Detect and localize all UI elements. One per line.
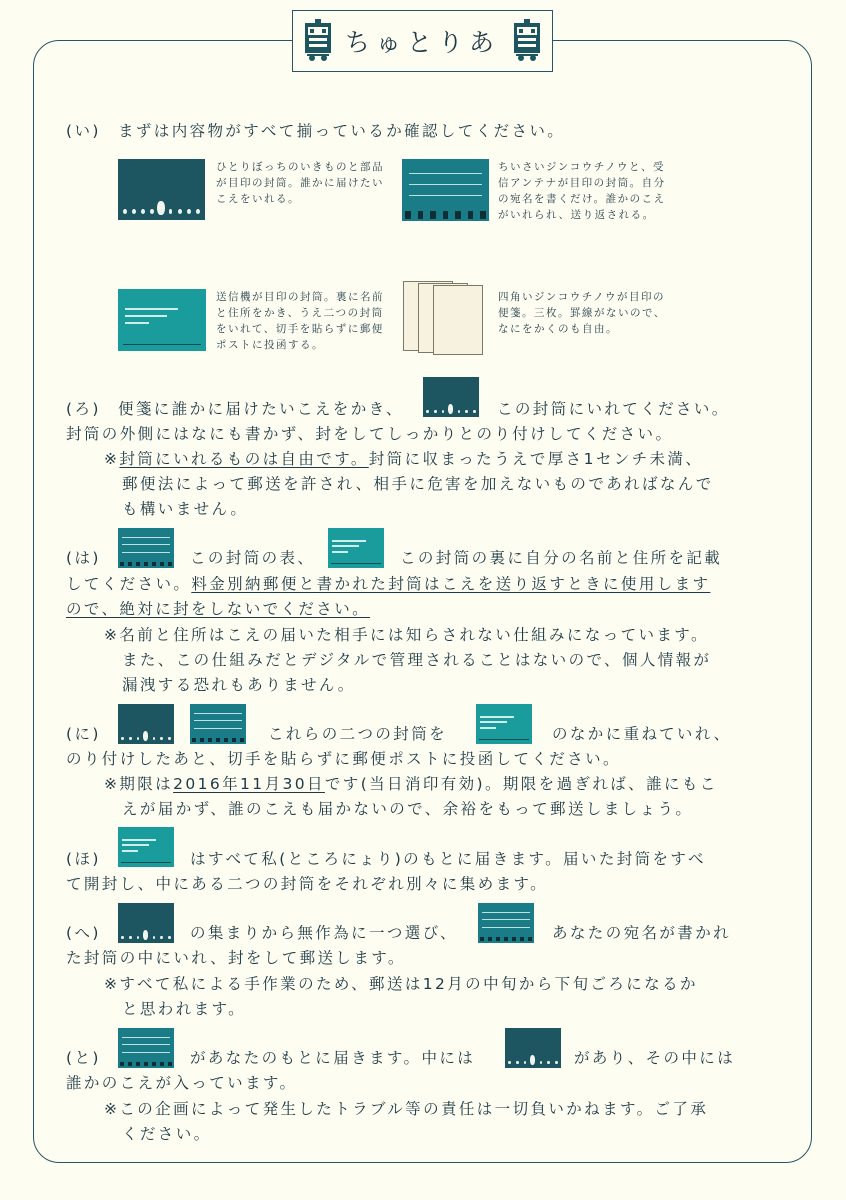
section-ni-marker: (に) xyxy=(66,725,101,743)
section-ha-note-line3: 漏洩する恐れもありません。 xyxy=(122,676,356,694)
envelope-creature-icon xyxy=(118,704,174,744)
robot-icon xyxy=(512,19,542,63)
section-he-line1a: の集まりから無作為に一つ選び、 xyxy=(190,924,458,942)
section-ro-line2: 封筒の外側にはなにも書かず、封をしてしっかりとのり付けしてください。 xyxy=(66,425,674,443)
section-ro-marker: (ろ) xyxy=(66,400,101,418)
robot-icon xyxy=(303,19,333,63)
section-ni-line1b: のなかに重ねていれ、 xyxy=(552,725,732,743)
section-ha-line1b: この封筒の裏に自分の名前と住所を記載 xyxy=(400,549,723,567)
header-title-box xyxy=(292,10,553,72)
section-he-note-line1: ※すべて私による手作業のため、郵送は12月の中旬から下旬ごろになるか xyxy=(104,975,698,993)
envelope-ai-antenna-icon xyxy=(118,528,174,568)
section-ha-marker: (は) xyxy=(66,549,101,567)
envelope-creature-icon xyxy=(118,903,174,943)
envelope-ai-antenna-icon xyxy=(118,1028,174,1068)
item-1-desc: ひとりぼっちのいきものと部品 が目印の封筒。誰かに届けたい こえをいれる。 xyxy=(216,161,384,205)
section-to-note-line1: ※この企画によって発生したトラブル等の責任は一切負いかねます。ご了承 xyxy=(104,1100,709,1118)
envelope-ai-antenna-icon xyxy=(190,704,246,744)
envelope-creature-icon xyxy=(423,377,479,417)
envelope-creature-icon xyxy=(505,1028,561,1068)
section-ro-note-line1: ※封筒にいれるものは自由です。封筒に収まったうえで厚さ1センチ未満、 xyxy=(104,450,704,468)
section-ni-line2: のり付けしたあと、切手を貼らずに郵便ポストに投函してください。 xyxy=(66,750,621,768)
section-to-line1a: があなたのもとに届きます。中には xyxy=(190,1049,476,1067)
envelope-transmitter-icon xyxy=(328,528,384,568)
item-3-desc: 送信機が目印の封筒。裏に名前 と住所をかき、うえ二つの封筒 をいれて、切手を貼らずに郵便 ポストに投函する。 xyxy=(216,291,384,351)
section-ni-line1a: これらの二つの封筒を xyxy=(268,725,448,743)
section-ha-line1a: この封筒の表、 xyxy=(190,549,316,567)
section-ni-note-line2: えが届かず、誰のこえも届かないので、余裕をもって郵送しましょう。 xyxy=(122,800,694,818)
envelope-ai-antenna-icon xyxy=(478,903,534,943)
section-to-line2: 誰かのこえが入っています。 xyxy=(66,1074,298,1092)
envelope-ai-antenna-image xyxy=(402,159,489,221)
section-i-text: まずは内容物がすべて揃っているか確認してください。 xyxy=(118,122,566,140)
section-ro-line1a: 便箋に誰かに届けたいこえをかき、 xyxy=(118,400,404,418)
section-he-note-line2: と思われます。 xyxy=(122,1000,247,1018)
section-ha-line2: してください。料金別納郵便と書かれた封筒はこえを送り返すときに使用します xyxy=(66,575,711,593)
section-ho-line2: て開封し、中にある二つの封筒をそれぞれ別々に集めます。 xyxy=(66,875,549,893)
section-he-line2: た封筒の中にいれ、封をして郵送します。 xyxy=(66,949,406,967)
section-to-marker: (と) xyxy=(66,1049,101,1067)
section-he-line1b: あなたの宛名が書かれ xyxy=(552,924,732,942)
section-ha-note-line2: また、この仕組みだとデジタルで管理されることはないので、個人情報が xyxy=(122,651,712,669)
envelope-transmitter-icon xyxy=(476,704,532,744)
section-ni-note-line1: ※期限は2016年11月30日です(当日消印有効)。期限を過ぎれば、誰にもこ xyxy=(104,775,718,793)
item-2-desc: ちいさいジンコウチノウと、受 信アンテナが目印の封筒。自分 の宛名を書くだけ。誰かのこえ がいれられ、送り返される。 xyxy=(498,161,666,221)
section-i-marker: (い) xyxy=(66,122,101,140)
section-ro-note-line2: 郵便法によって郵送を許され、相手に危害を加えないものであればなんで xyxy=(122,475,714,493)
section-to-note-line2: ください。 xyxy=(122,1125,212,1143)
section-ro-line1b: この封筒にいれてください。 xyxy=(497,400,730,418)
envelope-transmitter-icon xyxy=(118,827,174,867)
section-ro-note-line3: も構いません。 xyxy=(122,500,249,518)
section-ha-line3: ので、絶対に封をしないでください。 xyxy=(66,600,370,618)
page-title: ちゅとりあ xyxy=(344,28,500,57)
section-ho-line1: はすべて私(ところにょり)のもとに届きます。届いた封筒をすべ xyxy=(190,850,706,868)
section-ho-marker: (ほ) xyxy=(66,850,101,868)
item-4-desc: 四角いジンコウチノウが目印の 便箋。三枚。罫線がないので、 なにをかくのも自由。 xyxy=(498,291,666,335)
section-to-line1b: があり、その中には xyxy=(574,1049,736,1067)
section-ha-note-line1: ※名前と住所はこえの届いた相手には知らされない仕組みになっています。 xyxy=(104,626,709,644)
envelope-transmitter-image xyxy=(118,289,206,351)
envelope-creature-image xyxy=(118,159,205,220)
section-he-marker: (へ) xyxy=(66,924,101,942)
